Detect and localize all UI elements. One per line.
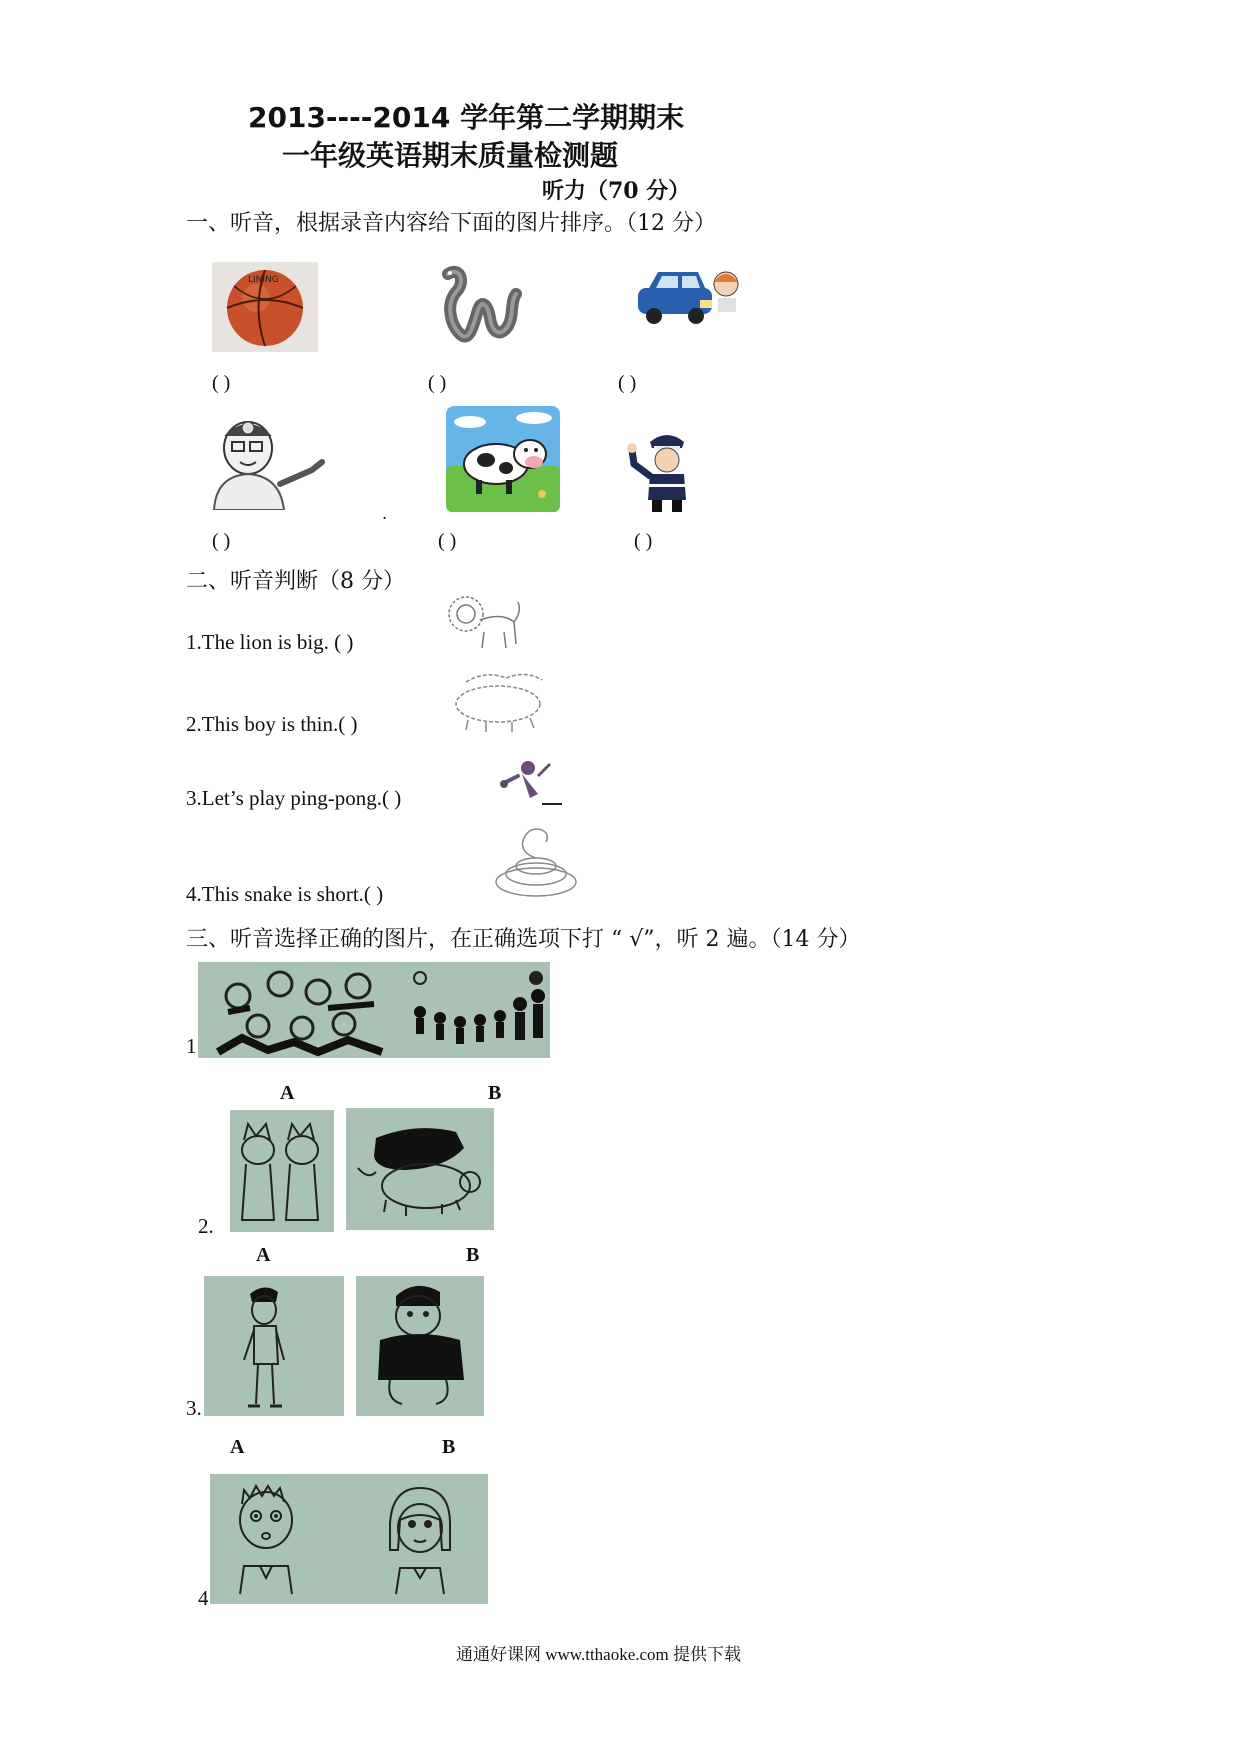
judge-question-2: 2.This boy is thin.( ) — [186, 712, 358, 736]
boy-face-icon — [240, 1486, 292, 1594]
girl-face-icon — [390, 1488, 450, 1594]
svg-text:LINING: LINING — [248, 275, 279, 285]
cow-icon — [446, 406, 560, 512]
option-a-label: A — [280, 1082, 295, 1104]
ping-pong-player-icon — [498, 758, 566, 808]
basketball-icon — [212, 262, 318, 352]
choice-number-2: 2. — [198, 1214, 214, 1238]
policeman-icon — [624, 426, 710, 514]
exam-title-line2: 一年级英语期末质量检测题 — [282, 139, 619, 172]
section3-heading: 三、听音选择正确的图片，在正确选项下打 “ √”，听 2 遍。（14 分） — [186, 927, 861, 952]
car-icon — [634, 264, 744, 330]
pig-icon[interactable] — [346, 1108, 494, 1230]
coiled-snake-icon — [490, 822, 580, 902]
answer-blank[interactable]: ( ) — [634, 530, 653, 552]
children-group-icon[interactable] — [198, 962, 402, 1058]
two-cats-icon[interactable] — [230, 1110, 334, 1232]
lion-icon — [444, 592, 524, 654]
judge-question-4: 4.This snake is short.( ) — [186, 882, 384, 906]
answer-blank[interactable]: ( ) — [618, 372, 637, 394]
fat-boy-icon[interactable] — [356, 1276, 484, 1416]
answer-blank[interactable]: ( ) — [428, 372, 447, 394]
thin-boy-icon[interactable] — [204, 1276, 344, 1416]
section1-heading: 一、听音，根据录音内容给下面的图片排序。（12 分） — [186, 211, 716, 236]
option-a-label: A — [230, 1436, 245, 1458]
option-b-label: B — [466, 1244, 480, 1266]
section2-heading: 二、听音判断（8 分） — [186, 569, 405, 594]
footer-source: 通通好课网 www.tthaoke.com 提供下载 — [456, 1645, 742, 1664]
pig-icon — [446, 668, 552, 734]
answer-blank[interactable]: ( ) — [212, 372, 231, 394]
listening-score: 听力（70 分） — [542, 178, 691, 204]
children-line-icon[interactable] — [400, 962, 550, 1058]
choice-number-3: 3. — [186, 1396, 202, 1420]
answer-blank[interactable]: ( ) — [212, 530, 231, 552]
answer-blank[interactable]: ( ) — [438, 530, 457, 552]
choice-number-4: 4 — [198, 1586, 209, 1610]
snake-icon — [430, 262, 530, 348]
choice-number-1: 1 — [186, 1034, 197, 1058]
option-b-label: B — [442, 1436, 456, 1458]
stray-dot: . — [382, 504, 388, 523]
option-a-label: A — [256, 1244, 271, 1266]
judge-question-3: 3.Let’s play ping-pong.( ) — [186, 786, 402, 810]
doctor-icon — [204, 414, 328, 510]
exam-title-line1: 2013----2014 学年第二学期期末 — [248, 101, 685, 134]
judge-question-1: 1.The lion is big. ( ) — [186, 630, 354, 654]
option-b-label: B — [488, 1082, 502, 1104]
faces-panel — [210, 1474, 488, 1604]
